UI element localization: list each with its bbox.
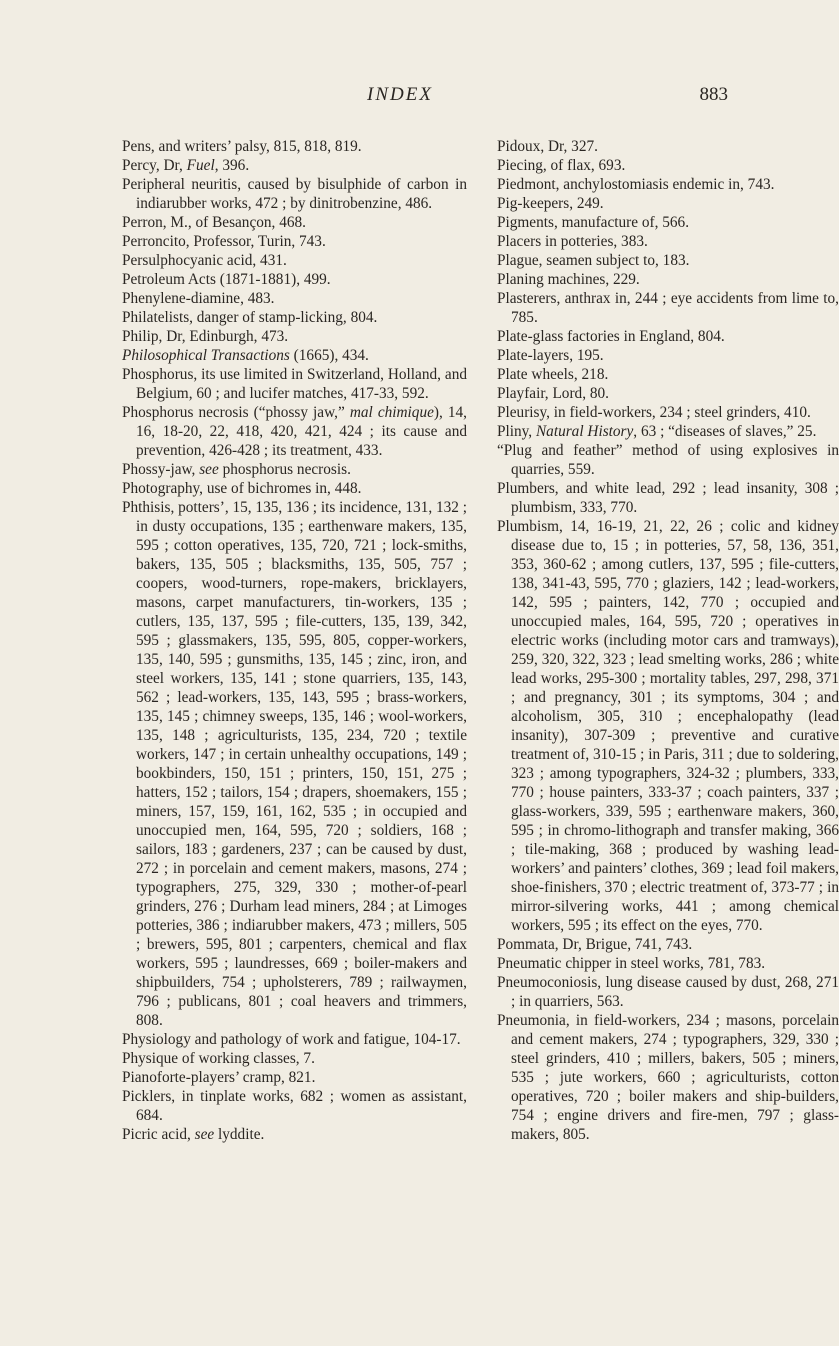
index-entry: Pleurisy, in field-workers, 234 ; steel grinders, 410. [497, 404, 811, 421]
index-entry: Petroleum Acts (1871-1881), 499. [122, 271, 331, 288]
page-number: 883 [699, 84, 728, 105]
index-entry: Picric acid, see lyddite. [122, 1126, 265, 1143]
index-entry: Persulphocyanic acid, 431. [122, 252, 287, 269]
index-entry: Plague, seamen subject to, 183. [497, 252, 690, 269]
index-entry: Plate-layers, 195. [497, 347, 604, 364]
index-entry: Peripheral neuritis, caused by bisulphide of carbon in indiarubber works, 472 ; by dinitrobenzine, 486. [122, 176, 467, 212]
index-entry: Physique of working classes, 7. [122, 1050, 315, 1067]
index-entry: Plasterers, anthrax in, 244 ; eye accidents from lime to, 785. [497, 290, 839, 326]
index-entry: Pens, and writers’ palsy, 815, 818, 819. [122, 138, 362, 155]
index-entry: Planing machines, 229. [497, 271, 640, 288]
running-title: INDEX [367, 84, 433, 105]
index-entry: Percy, Dr, Fuel, 396. [122, 157, 250, 174]
index-entry: Phthisis, potters’, 15, 135, 136 ; its incidence, 131, 132 ; in dusty occupations, 135 ; earthenware makers, 135, 595 ; cotton operatives, 135, 720, 721 ; lock-smiths, bakers, 135, 505 ; blacksmiths, 135, 505, 757 ; coopers, wood-turners, rope-makers, bricklayers, masons, carpet manufacturers, tin-workers, 135 ; cutlers, 135, 137, 595 ; file-cutters, 135, 139, 342, 595 ; glassmakers, 135, 595, 805, copper-workers, 135, 140, 595 ; gunsmiths, 135, 145 ; zinc, iron, and steel workers, 135, 141 ; stone quarriers, 135, 143, 562 ; lead-workers, 135, 143, 595 ; brass-workers, 135, 145 ; chimney sweeps, 135, 146 ; wool-workers, 135, 148 ; agriculturists, 135, 234, 720 ; textile workers, 147 ; in certain unhealthy occupations, 149 ; bookbinders, 150, 151 ; printers, 150, 151, 275 ; hatters, 152 ; tailors, 154 ; drapers, shoemakers, 155 ; miners, 157, 159, 161, 162, 535 ; in occupied and unoccupied men, 164, 595, 720 ; soldiers, 168 ; sailors, 183 ; gardeners, 237 ; can be caused by dust, 272 ; in porcelain and cement makers, masons, 274 ; typographers, 275, 329, 330 ; mother-of-pearl grinders, 276 ; Durham lead miners, 284 ; at Limoges potteries, 386 ; indiarubber makers, 473 ; millers, 505 ; brewers, 595, 801 ; carpenters, chemical and flax workers, 595 ; laundresses, 669 ; boiler-makers and shipbuilders, 754 ; upholsterers, 789 ; railwaymen, 796 ; publicans, 801 ; coal heavers and trimmers, 808. [122, 499, 468, 1029]
index-entry: Placers in potteries, 383. [497, 233, 648, 250]
index-entry: Plate wheels, 218. [497, 366, 609, 383]
index-entry: Pneumonia, in field-workers, 234 ; masons, porcelain and cement makers, 274 ; typographers, 329, 330 ; steel grinders, 410 ; millers, bakers, 505 ; miners, 535 ; jute workers, 660 ; agriculturists, cotton operatives, 720 ; boiler makers and ship-builders, 754 ; engine drivers and fire-men, 797 ; glass-makers, 805. [497, 1012, 839, 1143]
index-entry: Phossy-jaw, see phosphorus necrosis. [122, 461, 351, 478]
index-entry: Perron, M., of Besançon, 468. [122, 214, 306, 231]
index-entry: Piecing, of flax, 693. [497, 157, 626, 174]
index-entry: Physiology and pathology of work and fatigue, 104-17. [122, 1031, 461, 1048]
index-entry: “Plug and feather” method of using explosives in quarries, 559. [497, 442, 839, 478]
index-entry: Plumbers, and white lead, 292 ; lead insanity, 308 ; plumbism, 333, 770. [497, 480, 839, 516]
index-entry: Philatelists, danger of stamp-licking, 804. [122, 309, 378, 326]
index-entry: Playfair, Lord, 80. [497, 385, 609, 402]
index-entry: Photography, use of bichromes in, 448. [122, 480, 362, 497]
index-entry: Pigments, manufacture of, 566. [497, 214, 690, 231]
index-entry: Pig-keepers, 249. [497, 195, 604, 212]
index-entry: Perroncito, Professor, Turin, 743. [122, 233, 326, 250]
index-entry: Pneumatic chipper in steel works, 781, 783. [497, 955, 766, 972]
index-entry: Phosphorus, its use limited in Switzerland, Holland, and Belgium, 60 ; and lucifer matches, 417-33, 592. [122, 366, 467, 402]
index-entry: Pneumoconiosis, lung disease caused by dust, 268, 271 ; in quarriers, 563. [497, 974, 839, 1010]
index-column-right [497, 137, 839, 1144]
index-entry: Pliny, Natural History, 63 ; “diseases of slaves,” 25. [497, 423, 817, 440]
index-entry: Philip, Dr, Edinburgh, 473. [122, 328, 289, 345]
index-column-left [122, 137, 467, 1144]
index-entry: Philosophical Transactions (1665), 434. [122, 347, 369, 364]
index-entry: Piedmont, anchylostomiasis endemic in, 743. [497, 176, 775, 193]
index-entry: Picklers, in tinplate works, 682 ; women as assistant, 684. [122, 1088, 467, 1124]
page-header [0, 84, 800, 114]
index-entry: Phosphorus necrosis (“phossy jaw,” mal chimique), 14, 16, 18-20, 22, 418, 420, 421, 424 ; its cause and prevention, 426-428 ; its treatment, 433. [122, 404, 467, 459]
index-entry: Pommata, Dr, Brigue, 741, 743. [497, 936, 693, 953]
index-entry: Phenylene-diamine, 483. [122, 290, 275, 307]
index-entry: Pidoux, Dr, 327. [497, 138, 598, 155]
index-entry: Plate-glass factories in England, 804. [497, 328, 725, 345]
index-entry: Pianoforte-players’ cramp, 821. [122, 1069, 316, 1086]
index-entry: Plumbism, 14, 16-19, 21, 22, 26 ; colic and kidney disease due to, 15 ; in potteries, 57, 58, 136, 351, 353, 360-62 ; among cutlers, 137, 595 ; file-cutters, 138, 341-43, 595, 770 ; glaziers, 142 ; lead-workers, 142, 595 ; painters, 142, 770 ; occupied and unoccupied males, 164, 595, 720 ; operatives in electric works (including motor cars and tramways), 259, 320, 322, 323 ; lead smelting works, 286 ; white lead works, 295-300 ; mortality tables, 297, 298, 371 ; and pregnancy, 301 ; its symptoms, 304 ; and alcoholism, 305, 310 ; encephalopathy (lead insanity), 307-309 ; preventive and curative treatment of, 310-15 ; in Paris, 311 ; due to soldering, 323 ; among typographers, 324-32 ; plumbers, 333, 770 ; house painters, 333-37 ; coach painters, 337 ; glass-workers, 339, 595 ; earthenware makers, 360, 595 ; in chromo-lithograph and transfer making, 366 ; tile-making, 368 ; produced by washing lead-workers’ and painters’ clothes, 369 ; lead foil makers, shoe-finishers, 370 ; electric treatment of, 373-77 ; in mirror-silvering works, 441 ; among chemical workers, 595 ; its effect on the eyes, 770. [497, 518, 839, 934]
